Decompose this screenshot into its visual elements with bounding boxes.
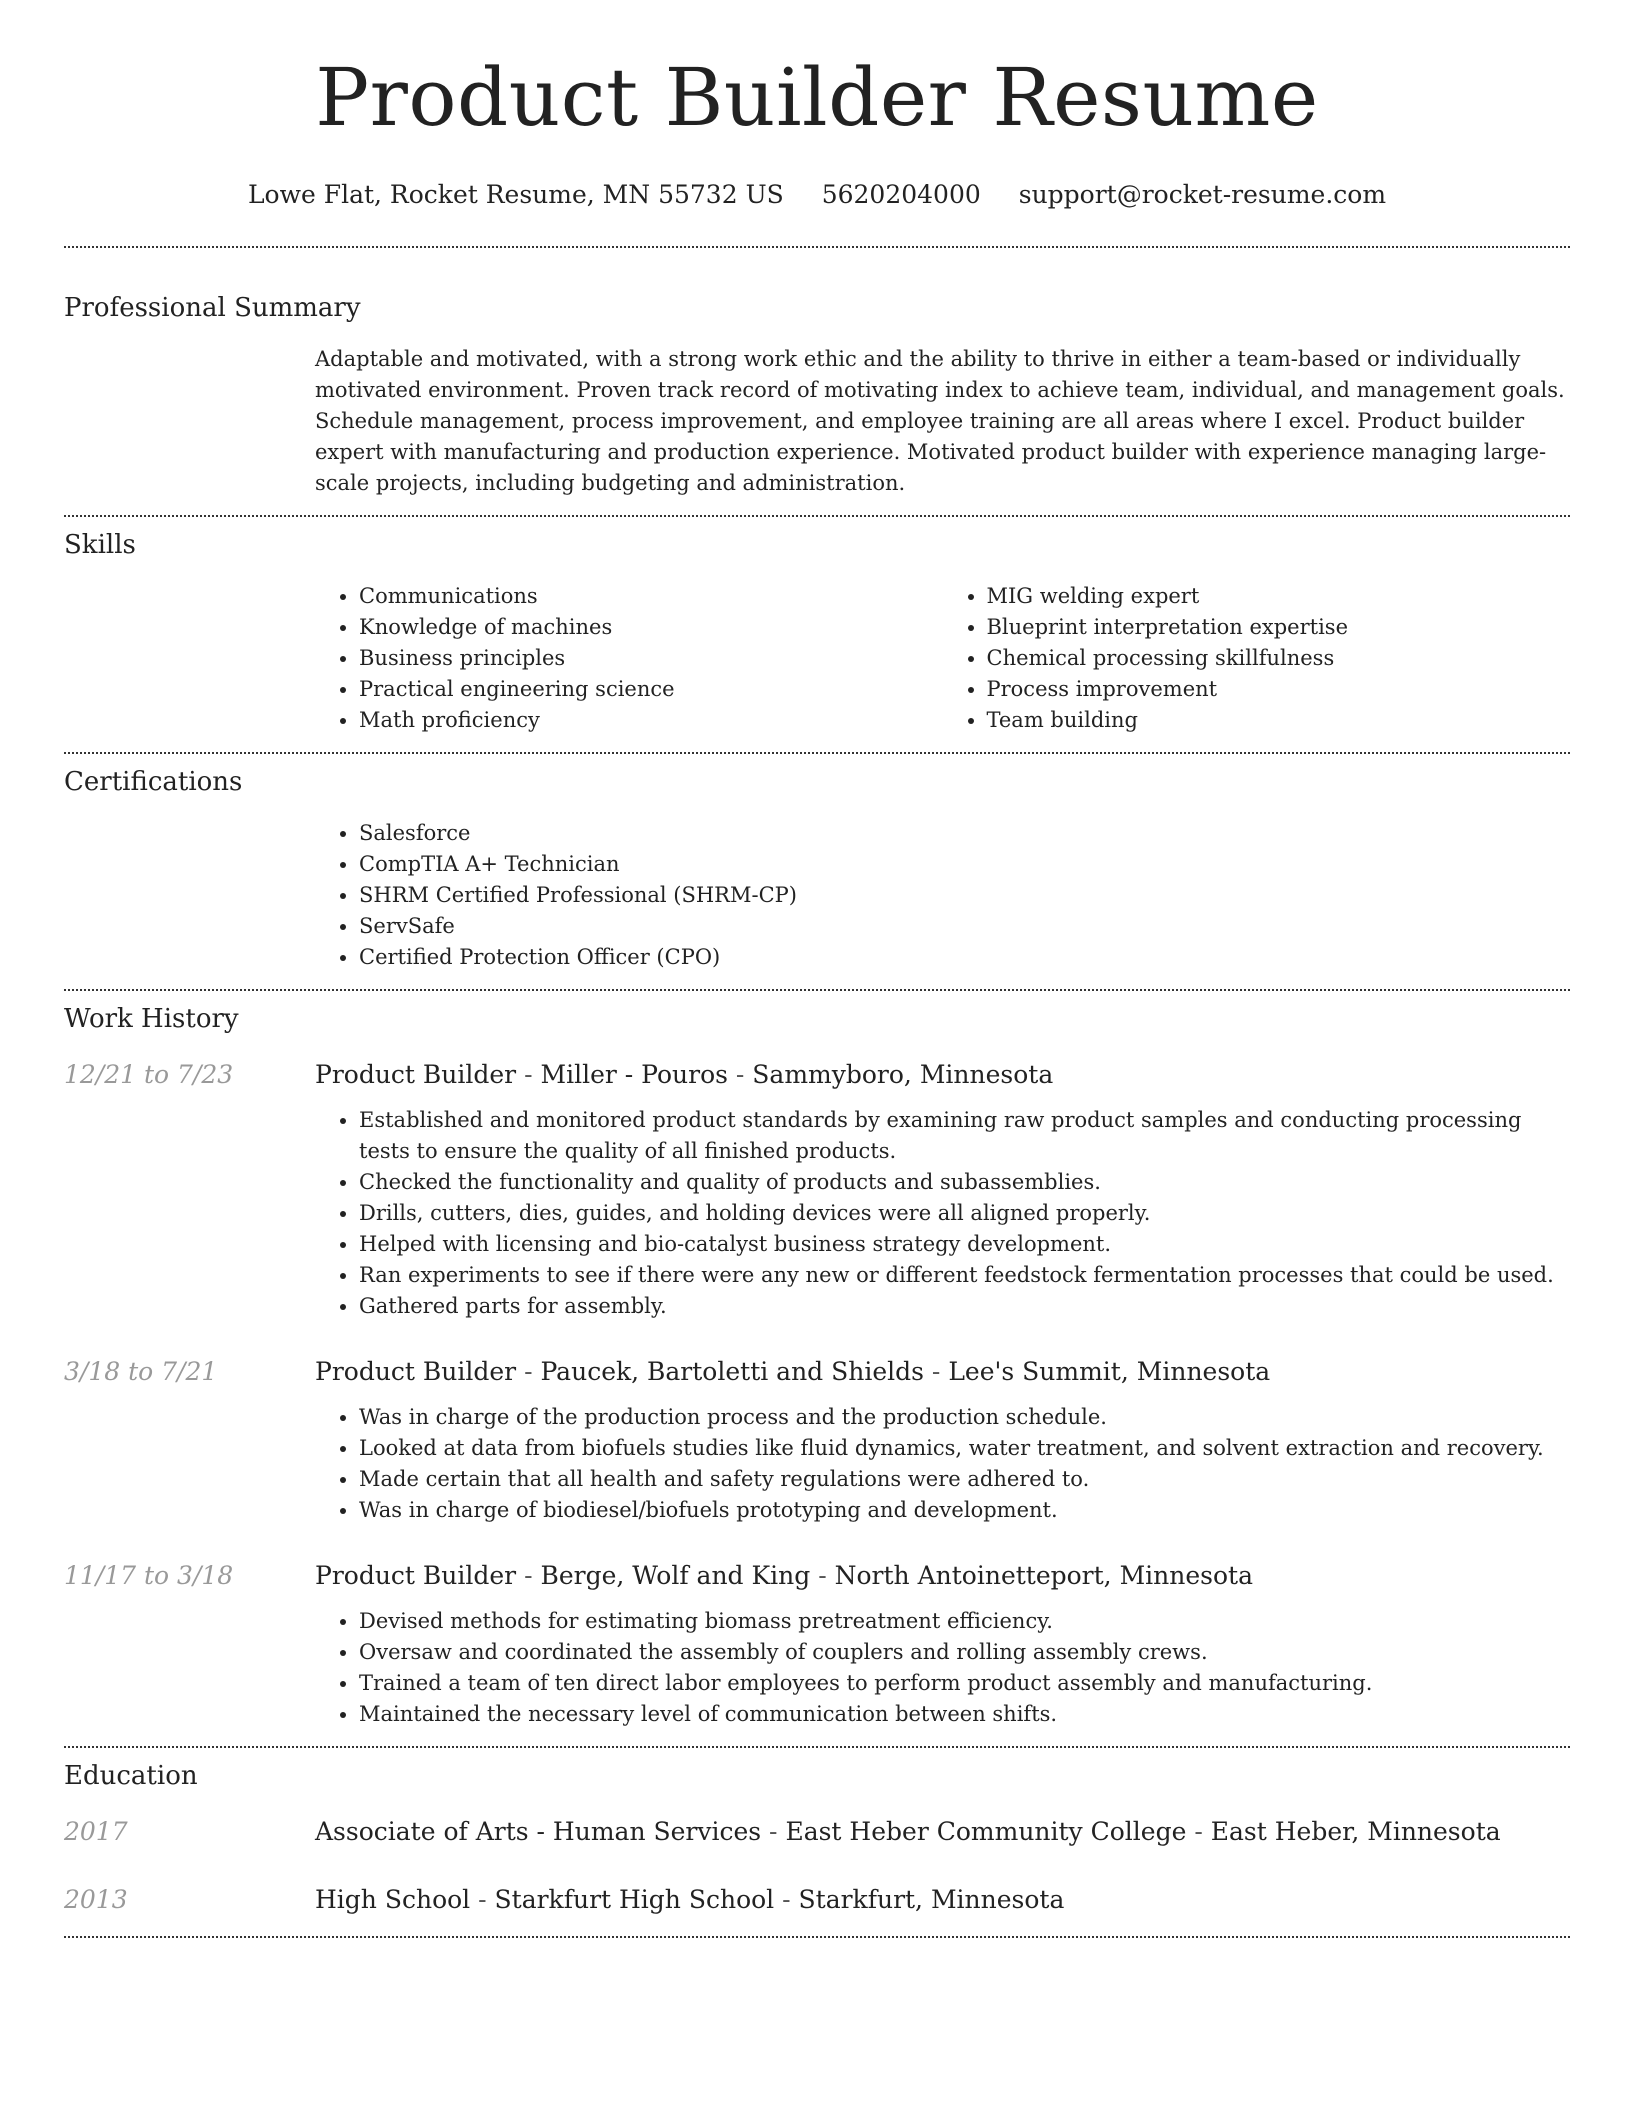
skills-list-left — [315, 581, 943, 736]
skills-section — [64, 517, 1570, 736]
separator: - — [727, 1060, 753, 1089]
section-title-summary: Professional Summary — [64, 293, 361, 323]
job-bullet: • Trained a team of ten direct labor employees to perform product assembly and manufacturing. — [359, 1668, 1570, 1699]
job-bullet: • Oversaw and coordinated the assembly of couplers and rolling assembly crews. — [359, 1637, 1570, 1668]
job-bullets — [315, 1402, 1570, 1526]
skills-columns — [315, 581, 1570, 736]
job-entry — [64, 1558, 1570, 1730]
work-history-section — [64, 991, 1570, 1730]
education-heading — [315, 1814, 1570, 1850]
summary-text: Adaptable and motivated, with a strong work ethic and the ability to thrive in either a team-based or individually motivated environment. Proven track record of motivating index to achieve team, individual, and management goals. Schedule management, process improvement, and employee training are all areas where I excel. Product builder expert with manufacturing and production experience. Motivated product builder with experience managing large-scale projects, including budgeting and administration. — [315, 347, 1565, 495]
education-location: East Heber, Minnesota — [1210, 1817, 1501, 1846]
certifications-content — [315, 818, 1570, 973]
skill-item: • Communications — [359, 581, 943, 612]
education-entry — [64, 1882, 1570, 1918]
resume-page — [64, 0, 1570, 1938]
skill-item: • Chemical processing skillfulness — [987, 643, 1571, 674]
certification-item: • SHRM Certified Professional (SHRM-CP) — [359, 880, 1570, 911]
education-school: East Heber Community College — [785, 1817, 1187, 1846]
section-title-skills: Skills — [64, 530, 136, 560]
job-bullets — [315, 1606, 1570, 1730]
section-title-certifications: Certifications — [64, 767, 243, 797]
certification-item: • CompTIA A+ Technician — [359, 849, 1570, 880]
contact-line — [64, 180, 1570, 214]
education-location: Starkfurt, Minnesota — [798, 1885, 1065, 1914]
job-bullet: • Established and monitored product standards by examining raw product samples and conducting processing tests to ensure the quality of all finished products. — [359, 1105, 1570, 1167]
skill-item: • MIG welding expert — [987, 581, 1571, 612]
job-bullet: • Looked at data from biofuels studies like fluid dynamics, water treatment, and solvent extraction and recovery. — [359, 1433, 1570, 1464]
skill-item: • Knowledge of machines — [359, 612, 943, 643]
certification-item: • Certified Protection Officer (CPO) — [359, 942, 1570, 973]
job-bullet: • Drills, cutters, dies, guides, and holding devices were all aligned properly. — [359, 1198, 1570, 1229]
certification-item: • Salesforce — [359, 818, 1570, 849]
skill-item: • Team building — [987, 705, 1571, 736]
skill-item: • Blueprint interpretation expertise — [987, 612, 1571, 643]
separator: - — [923, 1357, 949, 1386]
certification-item: • ServSafe — [359, 911, 1570, 942]
skill-item: • Math proficiency — [359, 705, 943, 736]
job-dates: 12/21 to 7/23 — [64, 1060, 234, 1089]
job-company: Berge, Wolf and King — [540, 1561, 811, 1590]
job-company: Paucek, Bartoletti and Shields — [540, 1357, 924, 1386]
job-dates: 11/17 to 3/18 — [64, 1561, 234, 1590]
job-company: Miller - Pouros — [540, 1060, 728, 1089]
separator: - — [1186, 1817, 1211, 1846]
education-heading — [315, 1882, 1570, 1918]
separator: - — [470, 1885, 495, 1914]
job-heading — [315, 1558, 1570, 1594]
job-role: Product Builder — [315, 1357, 517, 1386]
job-entry — [64, 1057, 1570, 1322]
job-dates: 3/18 to 7/21 — [64, 1357, 218, 1386]
job-location: Sammyboro, Minnesota — [752, 1060, 1054, 1089]
job-bullet: • Was in charge of biodiesel/biofuels prototyping and development. — [359, 1495, 1570, 1526]
job-bullet: • Made certain that all health and safety regulations were adhered to. — [359, 1464, 1570, 1495]
skill-item: • Practical engineering science — [359, 674, 943, 705]
summary-content — [315, 344, 1570, 499]
certifications-section — [64, 754, 1570, 973]
education-degree: High School — [315, 1885, 471, 1914]
job-bullets — [315, 1105, 1570, 1322]
skill-item: • Process improvement — [987, 674, 1571, 705]
separator: - — [516, 1357, 541, 1386]
job-body — [315, 1057, 1570, 1322]
certifications-list — [315, 818, 1570, 973]
job-location: Lee's Summit, Minnesota — [948, 1357, 1271, 1386]
education-school: Starkfurt High School — [494, 1885, 775, 1914]
job-entry — [64, 1354, 1570, 1526]
separator: - — [774, 1885, 799, 1914]
job-role: Product Builder — [315, 1561, 517, 1590]
job-bullet: • Helped with licensing and bio-catalyst business strategy development. — [359, 1229, 1570, 1260]
education-entry — [64, 1814, 1570, 1850]
separator: - — [516, 1060, 541, 1089]
job-location: North Antoinetteport, Minnesota — [834, 1561, 1253, 1590]
education-year: 2013 — [64, 1885, 128, 1914]
job-role: Product Builder — [315, 1060, 517, 1089]
phone: 5620204000 — [821, 180, 981, 209]
job-bullet: • Maintained the necessary level of communication between shifts. — [359, 1699, 1570, 1730]
skill-item: • Business principles — [359, 643, 943, 674]
skills-list-right — [943, 581, 1571, 736]
section-title-work-history: Work History — [64, 1004, 239, 1034]
education-section — [64, 1748, 1570, 1918]
resume-title: Product Builder Resume — [315, 51, 1319, 144]
education-year: 2017 — [64, 1817, 128, 1846]
separator: - — [810, 1561, 835, 1590]
job-body — [315, 1354, 1570, 1526]
divider — [64, 1936, 1570, 1938]
job-heading — [315, 1057, 1570, 1093]
job-bullet: • Gathered parts for assembly. — [359, 1291, 1570, 1322]
education-degree: Associate of Arts - Human Services — [315, 1817, 762, 1846]
job-body — [315, 1558, 1570, 1730]
separator: - — [516, 1561, 541, 1590]
job-bullet: • Checked the functionality and quality of products and subassemblies. — [359, 1167, 1570, 1198]
separator: - — [761, 1817, 786, 1846]
job-bullet: • Ran experiments to see if there were any new or different feedstock fermentation processes that could be used. — [359, 1260, 1570, 1291]
job-bullet: • Devised methods for estimating biomass pretreatment efficiency. — [359, 1606, 1570, 1637]
email: support@rocket-resume.com — [1018, 180, 1387, 209]
job-bullet: • Was in charge of the production process and the production schedule. — [359, 1402, 1570, 1433]
job-heading — [315, 1354, 1570, 1390]
address: Lowe Flat, Rocket Resume, MN 55732 US — [247, 180, 784, 209]
summary-section — [64, 248, 1570, 499]
section-title-education: Education — [64, 1761, 198, 1791]
